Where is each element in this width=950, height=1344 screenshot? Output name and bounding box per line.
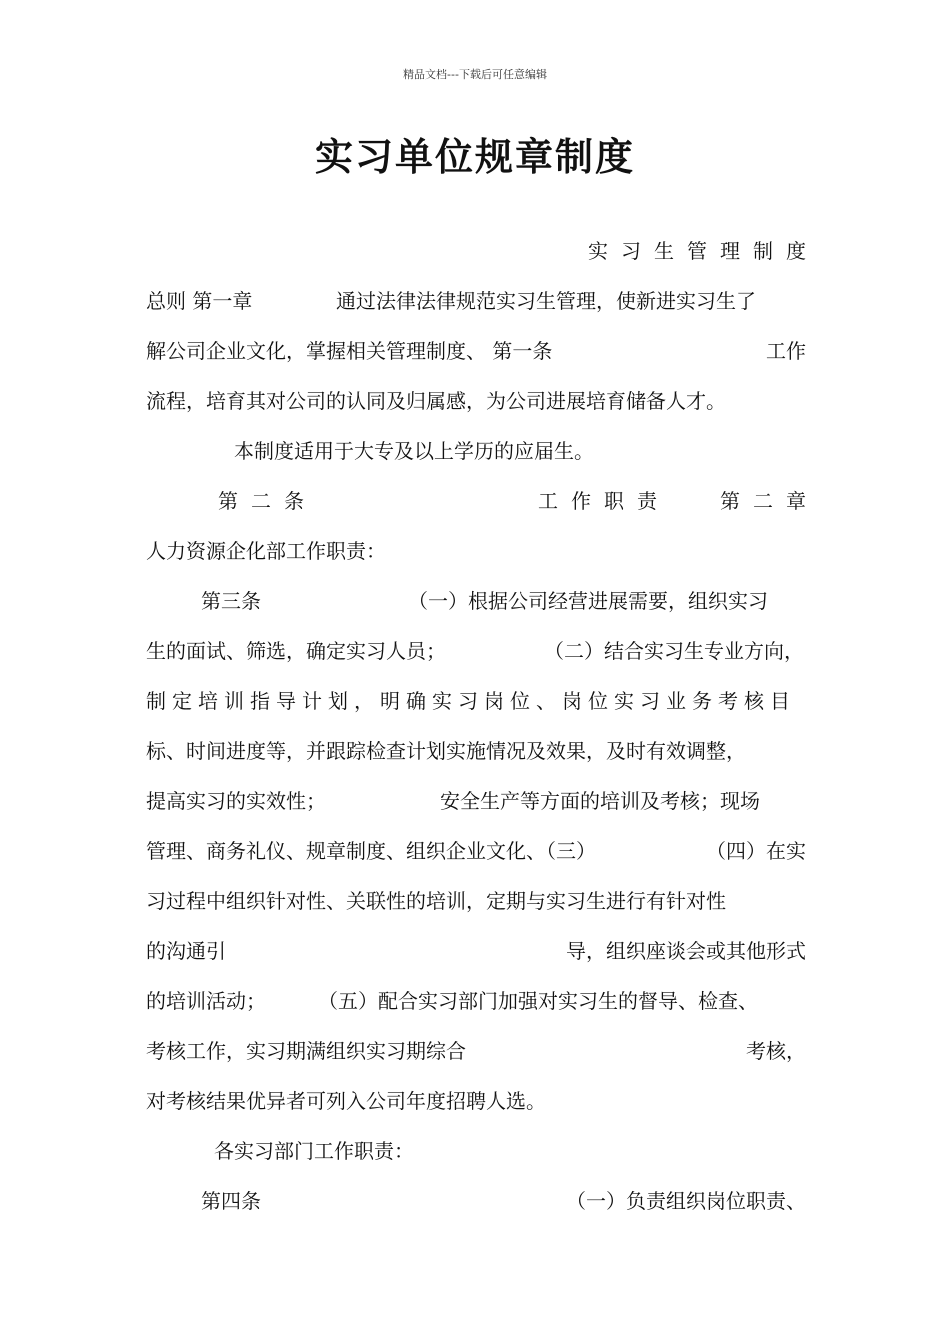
text-line: 第二条 工作职责 第二章: [218, 489, 819, 513]
text-line: 生的面试、筛选，确定实习人员； （二）结合实习生专业方向，: [146, 639, 804, 663]
text-line: 标、时间进度等，并跟踪检查计划实施情况及效果，及时有效调整，: [146, 739, 746, 763]
text-line: 各实习部门工作职责：: [214, 1139, 414, 1163]
text-line: 第四条 （一）负责组织岗位职责、: [201, 1189, 806, 1213]
text-line: 第三条 （一）根据公司经营进展需要，组织实习: [201, 589, 768, 613]
text-line: [146, 237, 819, 265]
text-line: 本制度适用于大专及以上学历的应届生。: [234, 439, 594, 463]
page-header: 精品文档---下载后可任意编辑: [403, 68, 547, 81]
text-line: 习过程中组织针对性、关联性的培训，定期与实习生进行有针对性: [146, 889, 726, 913]
text-line: 解公司企业文化，掌握相关管理制度、 第一条 工作: [146, 339, 806, 363]
subtitle: 实习生管理制度: [588, 239, 819, 263]
document-title: 实习单位规章制度: [314, 135, 635, 179]
text-line: 人力资源企化部工作职责：: [146, 539, 386, 563]
text-line: 的沟通引 导，组织座谈会或其他形式: [146, 939, 806, 963]
text-line: 对考核结果优异者可列入公司年度招聘人选。: [146, 1089, 546, 1113]
text-line: 考核工作，实习期满组织实习期综合 考核，: [146, 1039, 806, 1063]
text-line: 提高实习的实效性； 安全生产等方面的培训及考核；现场: [146, 789, 760, 813]
text-line: 管理、商务礼仪、规章制度、组织企业文化、（三） （四）在实: [146, 839, 806, 863]
text-line: 流程，培育其对公司的认同及归属感，为公司进展培育储备人才。: [146, 389, 726, 413]
text-line: 的培训活动； （五）配合实习部门加强对实习生的督导、检查、: [146, 989, 758, 1013]
text-line: 总则 第一章 通过法律法律规范实习生管理，使新进实习生了: [146, 289, 756, 313]
text-line: 制定培训指导计划，明确实习岗位、岗位实习业务考核目: [146, 689, 796, 713]
